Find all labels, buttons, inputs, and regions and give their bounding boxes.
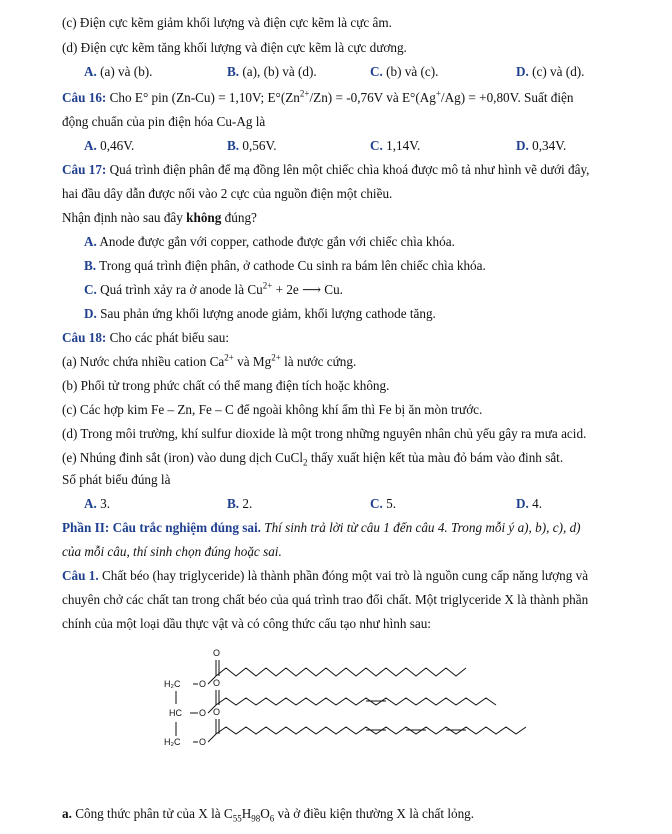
cau1-stem-line2: chuyên chở các chất tan trong chất béo của quá trình trao đổi chất. Một triglyceride X là thành phần <box>62 592 589 607</box>
answer-text: Sau phản ứng khối lượng anode giảm, khối lượng cathode tăng. <box>96 306 436 321</box>
answer-text: 5. <box>386 496 397 511</box>
q17-stem-line2: hai đầu dây dẫn được nối vào 2 cực của nguồn điện một chiều. <box>62 186 393 201</box>
statement-text: và Mg <box>233 354 272 369</box>
answer-a[interactable] <box>84 64 152 80</box>
statement-b: (b) Phối tử trong phức chất có thể mang điện tích hoặc không. <box>62 378 390 393</box>
subscript: 6 <box>269 813 275 824</box>
statement-label: a. <box>62 806 72 821</box>
h2c-top-label: H₂C <box>164 679 181 689</box>
carbonyl-oxygen-label: O <box>213 678 221 688</box>
answer-text: (c) và (d). <box>532 64 585 79</box>
part2-instructions-line2: của mỗi câu, thí sinh chọn đúng hoặc sai. <box>62 544 282 559</box>
answer-a[interactable] <box>84 138 134 154</box>
statement-text: thấy xuất hiện kết tủa màu đỏ bám vào đinh sắt. <box>307 450 564 465</box>
question-number: Câu 16: <box>62 90 107 105</box>
answer-text: Quá trình xảy ra ở anode là Cu <box>96 282 263 297</box>
superscript: 2+ <box>299 88 310 99</box>
answer-d[interactable] <box>516 496 542 512</box>
part2-heading <box>62 520 581 536</box>
stem-text: /Ag) = +0,80V. Suất điện <box>440 90 574 105</box>
answer-text: 0,56V. <box>242 138 277 153</box>
cau1-statement-a <box>62 806 474 822</box>
statement-e <box>62 450 563 466</box>
superscript: 2+ <box>262 280 273 291</box>
q18-question-line: Số phát biểu đúng là <box>62 472 171 487</box>
subscript: 98 <box>251 813 261 824</box>
answer-label: C. <box>370 64 383 79</box>
answer-label: A. <box>84 496 97 511</box>
answer-text: 2. <box>242 496 253 511</box>
section-instructions: Thí sinh trả lời từ câu 1 đến câu 4. Trong mỗi ý a), b), c), d) <box>260 520 581 535</box>
answer-text: 4. <box>532 496 543 511</box>
q16-stem-line1 <box>62 90 574 106</box>
answer-b[interactable] <box>227 496 252 512</box>
answer-c[interactable] <box>370 496 396 512</box>
answer-text: (b) và (c). <box>386 64 439 79</box>
answer-label: D. <box>516 496 529 511</box>
answer-text: (a), (b) và (d). <box>242 64 317 79</box>
answer-a[interactable] <box>84 496 110 512</box>
answer-text: 1,14V. <box>386 138 421 153</box>
stem-text: Nhận định nào sau đây <box>62 210 187 225</box>
answer-label: A. <box>84 138 97 153</box>
superscript: + <box>435 88 441 99</box>
stem-text: Chất béo (hay triglyceride) là thành phần đóng một vai trò là nguồn cung cấp năng lượng và <box>98 568 589 583</box>
stem-text: Cho E° pin (Zn-Cu) = 1,10V; E°(Zn <box>106 90 300 105</box>
answer-text: 3. <box>100 496 111 511</box>
answer-b[interactable] <box>84 258 486 274</box>
question-number: Câu 1. <box>62 568 99 583</box>
answer-d[interactable] <box>84 306 436 322</box>
answer-label: C. <box>370 138 383 153</box>
answer-d[interactable] <box>516 64 584 80</box>
answer-text: 0,34V. <box>532 138 567 153</box>
q17-stem-line3 <box>62 210 257 226</box>
answer-text: Anode được gắn với copper, cathode được gắn với chiếc chìa khóa. <box>96 234 455 249</box>
answer-text: 0,46V. <box>100 138 135 153</box>
statement-d: (d) Trong môi trường, khí sulfur dioxide là một trong những nguyên nhân chủ yếu gây ra mưa acid. <box>62 426 587 441</box>
carbonyl-oxygen-label: O <box>213 648 221 658</box>
answer-b[interactable] <box>227 64 317 80</box>
answer-text: + 2e ⟶ Cu. <box>272 282 343 297</box>
question-number: Câu 17: <box>62 162 107 177</box>
q18-stem <box>62 330 229 346</box>
statement-text: H <box>241 806 252 821</box>
stem-text: Cho các phát biểu sau: <box>106 330 230 345</box>
q17-stem-line1 <box>62 162 589 178</box>
stem-text: /Zn) = -0,76V và E°(Ag <box>309 90 436 105</box>
question-number: Câu 18: <box>62 330 107 345</box>
hc-label: HC <box>169 708 182 718</box>
answer-label: D. <box>84 306 97 321</box>
statement-c: (c) Các hợp kim Fe – Zn, Fe – C để ngoài không khí ẩm thì Fe bị ăn mòn trước. <box>62 402 483 417</box>
answer-label: A. <box>84 234 97 249</box>
oxygen-label: O <box>199 737 207 747</box>
statement-text: là nước cứng. <box>280 354 357 369</box>
answer-label: B. <box>84 258 97 273</box>
answer-text: Trong quá trình điện phân, ở cathode Cu sinh ra bám lên chiếc chìa khóa. <box>96 258 486 273</box>
answer-label: D. <box>516 64 529 79</box>
statement-text: và ở điều kiện thường X là chất lỏng. <box>274 806 475 821</box>
h2c-bottom-label: H₂C <box>164 737 181 747</box>
triglyceride-structure-diagram <box>160 642 530 762</box>
carbonyl-oxygen-label: O <box>213 707 221 717</box>
answer-c[interactable] <box>84 282 343 298</box>
answer-label: B. <box>227 64 240 79</box>
option-d-previous: (d) Điện cực kẽm tăng khối lượng và điện cực kẽm là cực dương. <box>62 40 407 55</box>
q16-stem-line2: động chuẩn của pin điện hóa Cu-Ag là <box>62 114 266 129</box>
answer-label: A. <box>84 64 97 79</box>
answer-label: C. <box>370 496 383 511</box>
superscript: 2+ <box>224 352 234 363</box>
oxygen-label: O <box>199 708 207 718</box>
option-c-previous: (c) Điện cực kẽm giảm khối lượng và điện cực kẽm là cực âm. <box>62 15 392 30</box>
statement-text: Công thức phân tử của X là C <box>71 806 233 821</box>
answer-b[interactable] <box>227 138 277 154</box>
subscript: 2 <box>303 457 308 468</box>
answer-label: C. <box>84 282 97 297</box>
answer-label: B. <box>227 496 240 511</box>
answer-c[interactable] <box>370 138 420 154</box>
statement-text: (e) Nhúng đinh sắt (iron) vào dung dịch CuCl <box>62 450 304 465</box>
superscript: 2+ <box>271 352 281 363</box>
answer-label: B. <box>227 138 240 153</box>
answer-c[interactable] <box>370 64 438 80</box>
emphasis-text: không <box>186 210 222 225</box>
cau1-stem-line3: chính của một loại dầu thực vật và có công thức cấu tạo như hình sau: <box>62 616 431 631</box>
statement-text: O <box>260 806 270 821</box>
oxygen-label: O <box>199 679 207 689</box>
stem-text: đúng? <box>221 210 257 225</box>
cau1-stem-line1 <box>62 568 588 584</box>
answer-label: D. <box>516 138 529 153</box>
statement-text: (a) Nước chứa nhiều cation Ca <box>62 354 225 369</box>
answer-text: (a) và (b). <box>100 64 153 79</box>
section-title: Phần II: Câu trắc nghiệm đúng sai. <box>62 520 261 535</box>
answer-d[interactable] <box>516 138 566 154</box>
stem-text: Quá trình điện phân để mạ đồng lên một chiếc chìa khoá được mô tả như hình vẽ dưới đây, <box>106 162 590 177</box>
statement-a <box>62 354 356 370</box>
subscript: 55 <box>232 813 242 824</box>
answer-a[interactable] <box>84 234 455 250</box>
